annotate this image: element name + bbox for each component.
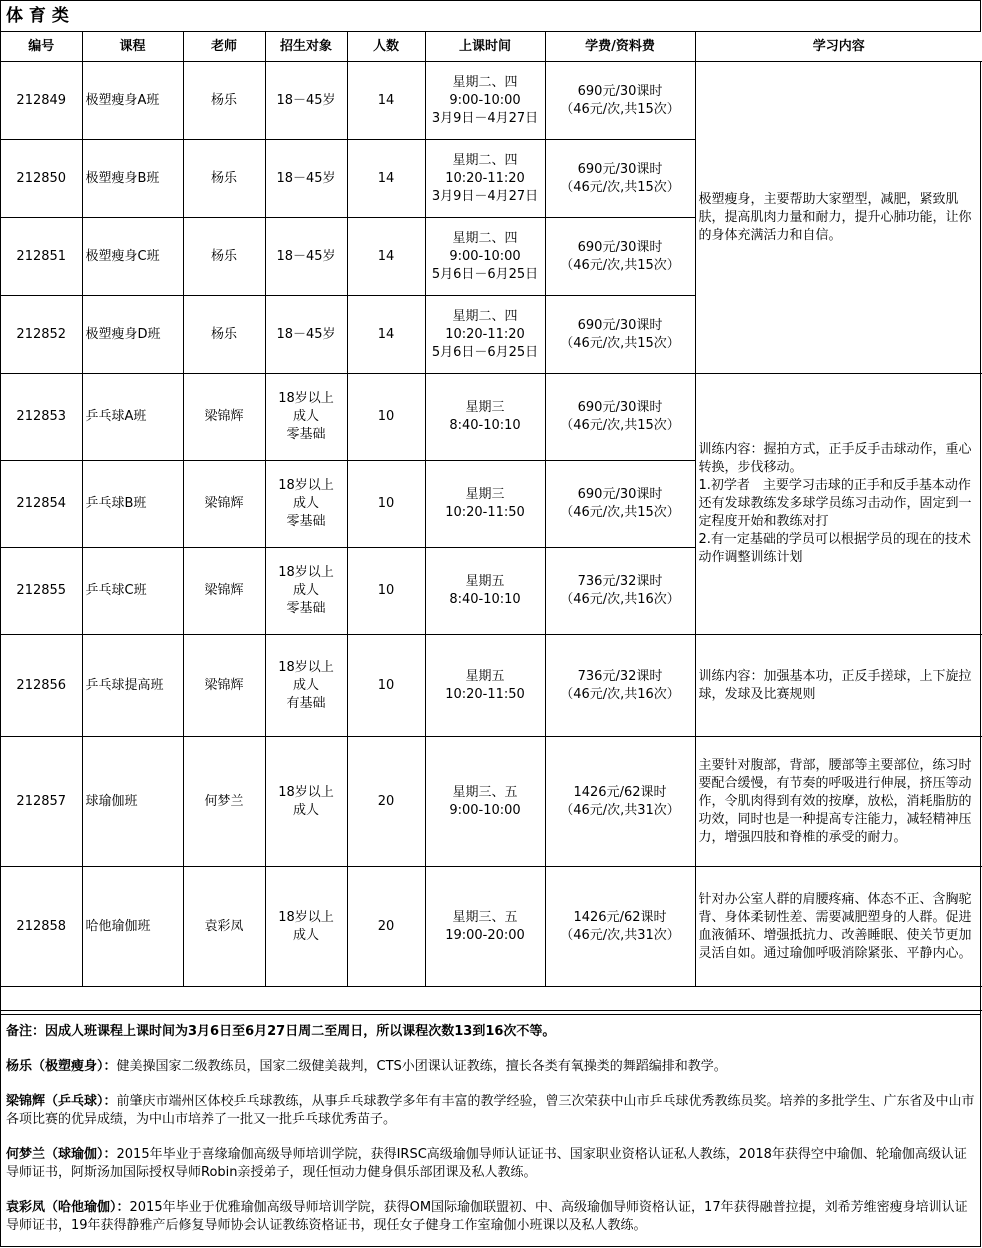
- course-fee: 736元/32课时 （46元/次,共16次）: [545, 635, 695, 737]
- section-title: 体 育 类: [1, 1, 981, 32]
- class-size: 10: [347, 635, 425, 737]
- course-name: 极塑瘦身A班: [82, 62, 183, 140]
- course-fee: 1426元/62课时 （46元/次,共31次）: [545, 867, 695, 987]
- teacher-bio-name: 何梦兰（球瑜伽）：: [6, 1147, 117, 1162]
- class-time: 星期三、五 19:00-20:00: [425, 867, 545, 987]
- teacher-name: 梁锦辉: [183, 461, 265, 548]
- course-table: [1, 32, 982, 1011]
- class-time: 星期二、四 9:00-10:00 3月9日－4月27日: [425, 62, 545, 140]
- header-target: 招生对象: [265, 32, 347, 62]
- target-group: 18－45岁: [265, 140, 347, 218]
- course-id: 212853: [1, 374, 82, 461]
- header-teacher: 老师: [183, 32, 265, 62]
- class-size: 14: [347, 62, 425, 140]
- course-name: 极塑瘦身D班: [82, 296, 183, 374]
- table-row: [1, 737, 982, 867]
- course-fee: 1426元/62课时 （46元/次,共31次）: [545, 737, 695, 867]
- teacher-name: 杨乐: [183, 140, 265, 218]
- class-size: 14: [347, 218, 425, 296]
- target-group: 18－45岁: [265, 296, 347, 374]
- notes-section: [1, 1014, 981, 1235]
- table-row: [1, 635, 982, 737]
- teacher-bio: [6, 1058, 976, 1076]
- course-name: 哈他瑜伽班: [82, 867, 183, 987]
- class-time: 星期二、四 10:20-11:20 5月6日－6月25日: [425, 296, 545, 374]
- teacher-name: 袁彩凤: [183, 867, 265, 987]
- course-name: 极塑瘦身C班: [82, 218, 183, 296]
- course-fee: 690元/30课时 （46元/次,共15次）: [545, 374, 695, 461]
- class-size: 20: [347, 867, 425, 987]
- course-fee: 690元/30课时 （46元/次,共15次）: [545, 140, 695, 218]
- class-time: 星期五 8:40-10:10: [425, 548, 545, 635]
- content-pingpong-advanced: 训练内容：加强基本功，正反手搓球，上下旋拉球，发球及比赛规则: [695, 635, 982, 737]
- course-name: 乒乓球提高班: [82, 635, 183, 737]
- class-size: 14: [347, 296, 425, 374]
- table-row: [1, 62, 982, 140]
- course-id: 212855: [1, 548, 82, 635]
- teacher-name: 杨乐: [183, 218, 265, 296]
- course-fee: 690元/30课时 （46元/次,共15次）: [545, 62, 695, 140]
- course-id: 212858: [1, 867, 82, 987]
- header-content: 学习内容: [695, 32, 982, 62]
- teacher-bio: [6, 1199, 976, 1235]
- course-name: 乒乓球B班: [82, 461, 183, 548]
- header-fee: 学费/资料费: [545, 32, 695, 62]
- target-group: 18岁以上 成人 零基础: [265, 548, 347, 635]
- teacher-bio: [6, 1146, 976, 1182]
- header-course: 课程: [82, 32, 183, 62]
- course-fee: 736元/32课时 （46元/次,共16次）: [545, 548, 695, 635]
- empty-cell: [1, 987, 982, 1011]
- course-id: 212856: [1, 635, 82, 737]
- course-fee: 690元/30课时 （46元/次,共15次）: [545, 296, 695, 374]
- course-id: 212849: [1, 62, 82, 140]
- course-id: 212851: [1, 218, 82, 296]
- header-id: 编号: [1, 32, 82, 62]
- teacher-bio-name: 袁彩凤（哈他瑜伽）：: [6, 1200, 130, 1215]
- table-row: [1, 867, 982, 987]
- teacher-bio-text: 2015年毕业于喜缘瑜伽高级导师培训学院，获得IRSC高级瑜伽导师认证证书、国家职业资格认证私人教练，2018年获得空中瑜伽、轮瑜伽高级认证导师证书，阿斯汤加国际授权导师Robin亲授弟子，现任恒动力健身俱乐部团课及私人教练。: [6, 1147, 967, 1180]
- teacher-bio-name: 梁锦辉（乒乓球）：: [6, 1094, 117, 1109]
- table-row: [1, 374, 982, 461]
- content-ball-yoga: 主要针对腹部，背部，腰部等主要部位，练习时要配合缓慢，有节奏的呼吸进行伸展，挤压等动作，令肌肉得到有效的按摩，放松，消耗脂肪的功效，同时也是一种提高专注能力，减轻精神压力，增强四肢和脊椎的承受的耐力。: [695, 737, 982, 867]
- teacher-name: 杨乐: [183, 62, 265, 140]
- class-time: 星期三 10:20-11:50: [425, 461, 545, 548]
- course-fee: 690元/30课时 （46元/次,共15次）: [545, 461, 695, 548]
- teacher-name: 梁锦辉: [183, 548, 265, 635]
- class-size: 10: [347, 374, 425, 461]
- target-group: 18－45岁: [265, 218, 347, 296]
- target-group: 18岁以上 成人: [265, 737, 347, 867]
- content-slimming: 极塑瘦身，主要帮助大家塑型，减肥，紧致肌肤，提高肌肉力量和耐力，提升心肺功能，让你的身体充满活力和自信。: [695, 62, 982, 374]
- class-size: 10: [347, 461, 425, 548]
- teacher-name: 杨乐: [183, 296, 265, 374]
- course-fee: 690元/30课时 （46元/次,共15次）: [545, 218, 695, 296]
- teacher-name: 梁锦辉: [183, 374, 265, 461]
- header-count: 人数: [347, 32, 425, 62]
- schedule-note: 备注：因成人班课程上课时间为3月6日至6月27日周二至周日，所以课程次数13到16次不等。: [6, 1024, 556, 1039]
- teacher-bio-text: 健美操国家二级教练员，国家二级健美裁判，CTS小团课认证教练，擅长各类有氧操类的舞蹈编排和教学。: [116, 1059, 727, 1074]
- content-pingpong-basic: 训练内容：握拍方式，正手反手击球动作，重心转换，步伐移动。 1.初学者 主要学习击球的正手和反手基本动作还有发球教练发多球学员练习击动作，固定到一定程度开始和教练对打 2.有一定基础的学员可以根据学员的现在的技术动作调整训练计划: [695, 374, 982, 635]
- course-name: 乒乓球A班: [82, 374, 183, 461]
- header-time: 上课时间: [425, 32, 545, 62]
- target-group: 18岁以上 成人 零基础: [265, 461, 347, 548]
- class-time: 星期三、五 9:00-10:00: [425, 737, 545, 867]
- course-id: 212857: [1, 737, 82, 867]
- class-time: 星期二、四 10:20-11:20 3月9日－4月27日: [425, 140, 545, 218]
- class-time: 星期二、四 9:00-10:00 5月6日－6月25日: [425, 218, 545, 296]
- class-time: 星期三 8:40-10:10: [425, 374, 545, 461]
- course-id: 212854: [1, 461, 82, 548]
- target-group: 18岁以上 成人: [265, 867, 347, 987]
- course-name: 极塑瘦身B班: [82, 140, 183, 218]
- course-id: 212852: [1, 296, 82, 374]
- class-time: 星期五 10:20-11:50: [425, 635, 545, 737]
- teacher-name: 梁锦辉: [183, 635, 265, 737]
- teacher-bio-text: 前肇庆市端州区体校乒乓球教练，从事乒乓球教学多年有丰富的教学经验，曾三次荣获中山市乒乓球优秀教练员奖。培养的多批学生、广东省及中山市各项比赛的优异成绩，为中山市培养了一批又一批乒乓球优秀苗子。: [6, 1094, 975, 1127]
- course-name: 球瑜伽班: [82, 737, 183, 867]
- spacer-row: [1, 987, 982, 1011]
- teacher-bio-text: 2015年毕业于优雅瑜伽高级导师培训学院，获得OM国际瑜伽联盟初、中、高级瑜伽导师资格认证，17年获得融普拉提，刘希芳维密瘦身培训认证导师证书，19年获得静雅产后修复导师协会认证教练资格证书，现任女子健身工作室瑜伽小班课以及私人教练。: [6, 1200, 968, 1233]
- teacher-name: 何梦兰: [183, 737, 265, 867]
- target-group: 18岁以上 成人 有基础: [265, 635, 347, 737]
- target-group: 18岁以上 成人 零基础: [265, 374, 347, 461]
- teacher-bio: [6, 1093, 976, 1129]
- target-group: 18－45岁: [265, 62, 347, 140]
- teacher-bio-name: 杨乐（极塑瘦身）：: [6, 1059, 117, 1074]
- course-name: 乒乓球C班: [82, 548, 183, 635]
- class-size: 10: [347, 548, 425, 635]
- course-id: 212850: [1, 140, 82, 218]
- content-hatha-yoga: 针对办公室人群的肩腰疼痛、体态不正、含胸驼背、身体柔韧性差、需要减肥塑身的人群。促进血液循环、增强抵抗力、改善睡眠、使关节更加灵活自如。通过瑜伽呼吸消除紧张、平静内心。: [695, 867, 982, 987]
- class-size: 20: [347, 737, 425, 867]
- class-size: 14: [347, 140, 425, 218]
- table-header-row: [1, 32, 982, 62]
